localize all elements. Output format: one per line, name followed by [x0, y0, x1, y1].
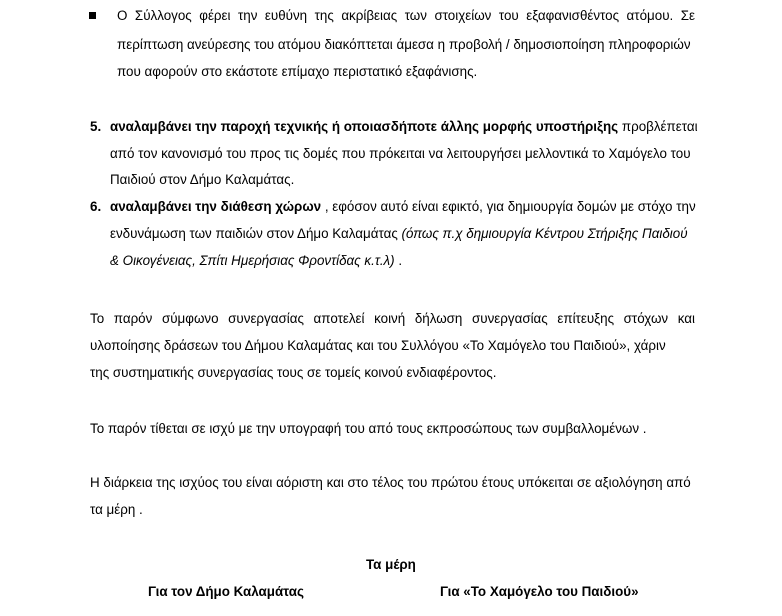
bullet-line-2: περίπτωση ανεύρεσης του ατόμου διακόπτεται άμεσα η προβολή / δημοσιοποίηση πληροφοριών	[117, 37, 691, 52]
item-6-line-3-italic: & Οικογένειας, Σπίτι Ημερήσιας Φροντίδας κ.τ.λ)	[110, 253, 395, 268]
item-6-line-2	[110, 226, 688, 242]
item-5-line-1-rest: προβλέπεται	[618, 119, 698, 134]
item-6-line-3	[110, 253, 402, 269]
item-5-line-1	[110, 119, 698, 135]
signature-left-label: Για τον Δήμο Καλαμάτας	[148, 584, 304, 599]
item-6-line-3-end: .	[394, 253, 403, 268]
item-6-number: 6.	[90, 199, 102, 214]
para-3-line-2: τα μέρη .	[90, 502, 143, 517]
square-bullet-icon	[89, 12, 96, 19]
para-2-line-1: Το παρόν τίθεται σε ισχύ με την υπογραφή του από τους εκπροσώπους των συμβαλλομένων .	[90, 421, 647, 436]
item-6-line-1	[110, 199, 696, 215]
bullet-line-1: Ο Σύλλογος φέρει την ευθύνη της ακρίβειας των στοιχείων του εξαφανισθέντος ατόμου. Σε	[117, 8, 695, 23]
item-5-line-3: Παιδιού στον Δήμο Καλαμάτας.	[110, 172, 295, 187]
item-6-line-2-italic: (όπως π.χ δημιουργία Κέντρου Στήριξης Παιδιού	[401, 226, 688, 241]
item-5-line-2: από τον κανονισμό του προς τις δομές που πρόκειται να λειτουργήσει μελλοντικά το Χαμόγελο του	[110, 146, 691, 161]
para-1-line-1: Το παρόν σύμφωνο συνεργασίας αποτελεί κοινή δήλωση συνεργασίας επίτευξης στόχων και	[90, 311, 695, 326]
item-6-line-2-plain: ενδυνάμωση των παιδιών στον Δήμο Καλαμάτας	[110, 226, 402, 241]
item-6-line-1-rest: , εφόσον αυτό είναι εφικτό, για δημιουργία δομών με στόχο την	[321, 199, 696, 214]
para-1-line-2: υλοποίησης δράσεων του Δήμου Καλαμάτας και του Συλλόγου «Το Χαμόγελο του Παιδιού», χάριν	[90, 338, 666, 353]
item-6-bold-text: αναλαμβάνει την διάθεση χώρων	[110, 199, 322, 214]
para-1-line-3: της συστηματικής συνεργασίας τους σε τομείς κοινού ενδιαφέροντος.	[90, 365, 497, 380]
bullet-line-3: που αφορούν στο εκάστοτε επίμαχο περιστατικό εξαφάνισης.	[117, 64, 478, 79]
signature-right-label: Για «Το Χαμόγελο του Παιδιού»	[440, 584, 639, 599]
para-3-line-1: Η διάρκεια της ισχύος του είναι αόριστη και στο τέλος του πρώτου έτους υπόκειται σε αξιολόγηση από	[90, 475, 691, 490]
item-5-number: 5.	[90, 119, 102, 134]
signatures-heading: Τα μέρη	[366, 557, 416, 572]
item-5-bold-text: αναλαμβάνει την παροχή τεχνικής ή οποιασδήποτε άλλης μορφής υποστήριξης	[110, 119, 619, 134]
